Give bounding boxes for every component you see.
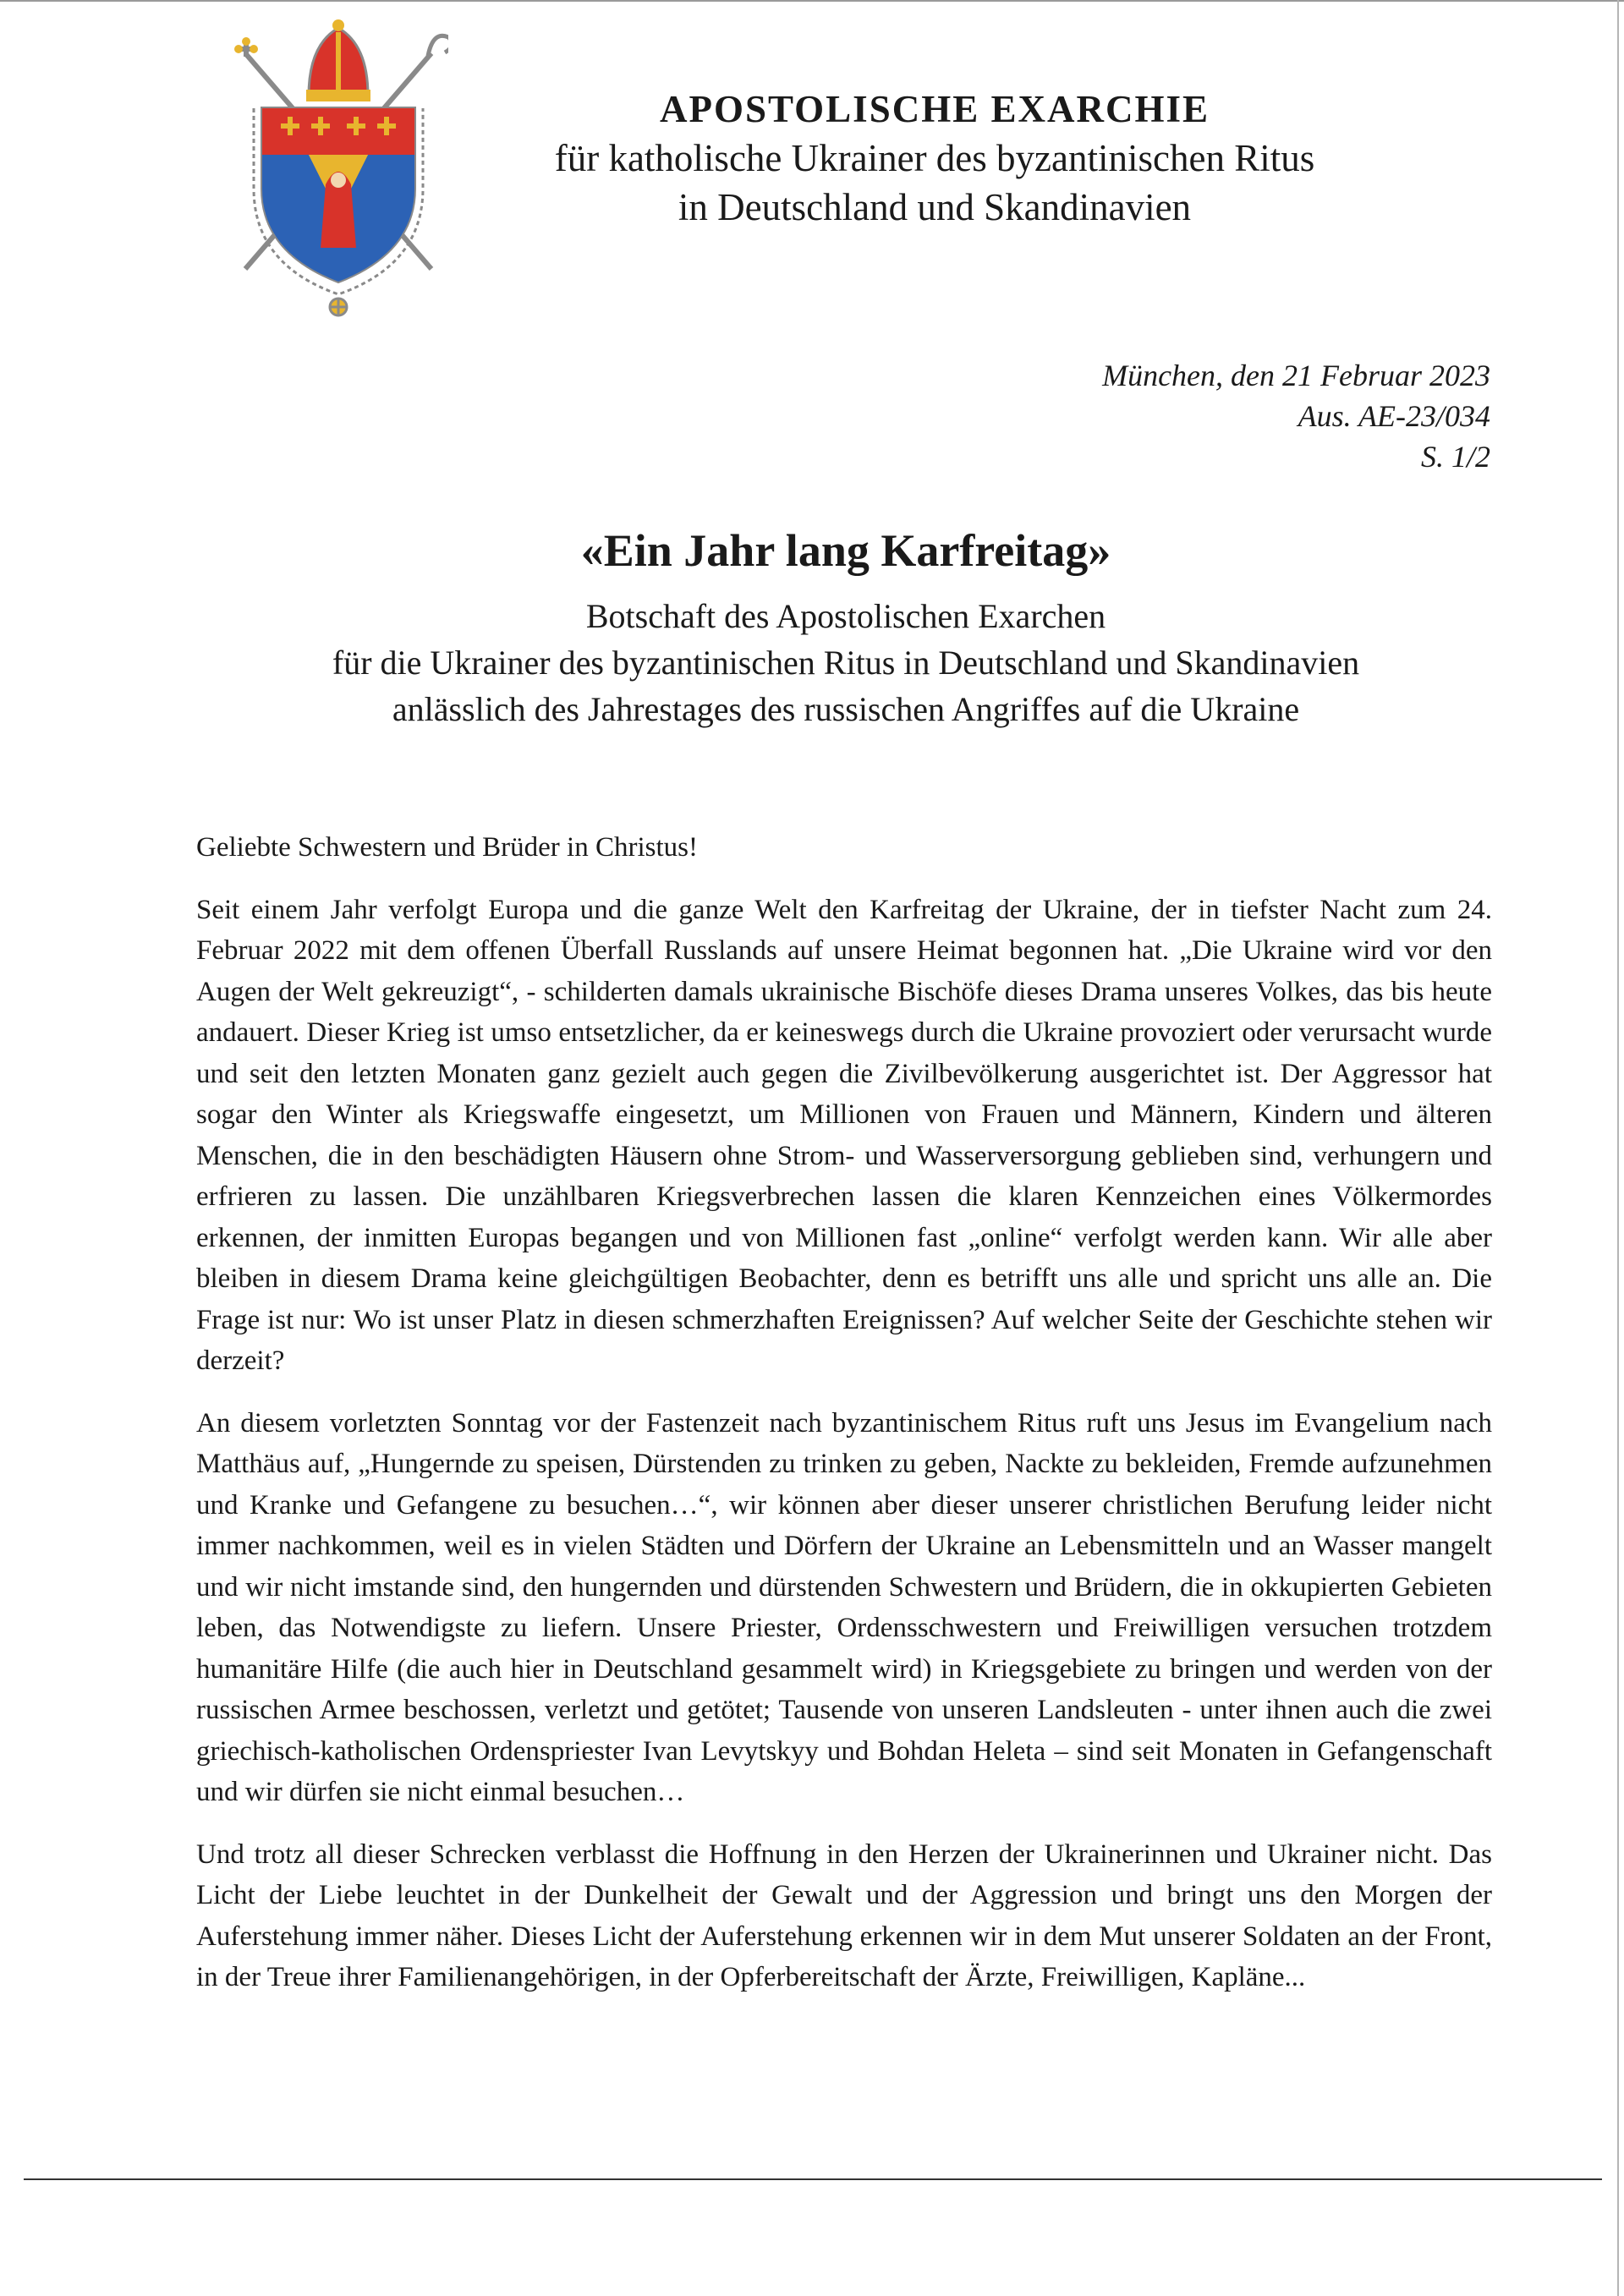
reference-number: Aus. AE-23/034 bbox=[1298, 399, 1490, 433]
subtitle-line-2: für die Ukrainer des byzantinischen Ritus in Deutschland und Skandinavien bbox=[332, 644, 1360, 682]
paragraph: An diesem vorletzten Sonntag vor der Fastenzeit nach byzantinischem Ritus ruft uns Jesus im Evangelium nach Matthäus auf, „Hungernde zu speisen, Dürstenden zu trinken zu geben, Nackte zu bekleiden, Fremde aufzunehmen und Kranke und Gefangene zu besuchen…“, wir können aber dieser unserer christlichen Berufung leider nicht immer nachkommen, weil es in vielen Städten und Dörfern der Ukraine an Lebensmitteln und an Wasser mangelt und wir nicht imstande sind, den hungernden und dürstenden Schwestern und Brüdern, die in okkupierten Gebieten leben, das Notwendigste zu liefern. Unsere Priester, Ordensschwestern und Freiwilligen versuchen trotzdem humanitäre Hilfe (die auch hier in Deutschland gesammelt wird) in Kriegsgebiete zu bringen und werden von der russischen Armee beschossen, verletzt und getötet; Tausende von unseren Landsleuten - unter ihnen auch die zwei griechisch-katholischen Ordenspriester Ivan Levytskyy und Bohdan Heleta – sind seit Monaten in Gefangenschaft und wir dürfen sie nicht einmal besuchen… bbox=[196, 1407, 1492, 1807]
letterhead-line-2: in Deutschland und Skandinavien bbox=[678, 186, 1192, 228]
page-number: S. 1/2 bbox=[1420, 440, 1490, 474]
coat-of-arms-icon bbox=[228, 15, 448, 328]
document-meta bbox=[1102, 355, 1490, 477]
document-title: «Ein Jahr lang Karfreitag» bbox=[580, 525, 1111, 576]
letterhead-line-1: für katholische Ukrainer des byzantinischen Ritus bbox=[554, 137, 1315, 179]
subtitle-line-3: anlässlich des Jahrestages des russischen Angriffes auf die Ukraine bbox=[392, 690, 1300, 728]
paragraph: Seit einem Jahr verfolgt Europa und die ganze Welt den Karfreitag der Ukraine, der in tiefster Nacht zum 24. Februar 2022 mit dem offenen Überfall Russlands auf unsere Heimat begonnen hat. „Die Ukraine wird vor den Augen der Welt gekreuzigt“, - schilderten damals ukrainische Bischöfe dieses Drama unseres Volkes, das bis heute andauert. Dieser Krieg ist umso entsetzlicher, da er keineswegs durch die Ukraine provoziert oder verursacht wurde und seit den letzten Monaten ganz gezielt auch gegen die Zivilbevölkerung ausgerichtet ist. Der Aggressor hat sogar den Winter als Kriegswaffe eingesetzt, um Millionen von Frauen und Männern, Kindern und älteren Menschen, die in den beschädigten Häusern ohne Strom- und Wasserversorgung geblieben sind, verhungern und erfrieren zu lassen. Die unzählbaren Kriegsverbrechen lassen die klaren Kennzeichen eines Völkermordes erkennen, der inmitten Europas begangen und von Millionen fast „online“ verfolgt werden kann. Wir alle aber bleiben in diesem Drama keine gleichgültigen Beobachter, denn es betrifft uns alle und spricht uns alle an. Die Frage ist nur: Wo ist unser Platz in diesen schmerzhaften Ereignissen? Auf welcher Seite der Geschichte stehen wir derzeit? bbox=[196, 894, 1492, 1376]
paragraph: Und trotz all dieser Schrecken verblasst die Hoffnung in den Herzen der Ukrainerinnen und Ukrainer nicht. Das Licht der Liebe leuchtet in der Dunkelheit der Gewalt und der Aggression und bringt uns den Morgen der Auferstehung immer näher. Dieses Licht der Auferstehung erkennen wir in dem Mut unserer Soldaten an der Front, in der Treue ihrer Familienangehörigen, in der Opferbereitschaft der Ärzte, Freiwilligen, Kapläne... bbox=[196, 1838, 1492, 1992]
greeting: Geliebte Schwestern und Brüder in Christus! bbox=[196, 832, 698, 863]
letterhead bbox=[474, 85, 1396, 232]
footer-divider bbox=[24, 2178, 1602, 2180]
organization-name: APOSTOLISCHE EXARCHIE bbox=[659, 88, 1210, 130]
subtitle-line-1: Botschaft des Apostolischen Exarchen bbox=[585, 597, 1106, 635]
letter-body bbox=[196, 827, 1492, 2019]
right-edge-line bbox=[1617, 0, 1619, 2296]
place-date: München, den 21 Februar 2023 bbox=[1102, 359, 1490, 392]
title-block bbox=[169, 520, 1522, 732]
top-edge-line bbox=[0, 0, 1624, 2]
